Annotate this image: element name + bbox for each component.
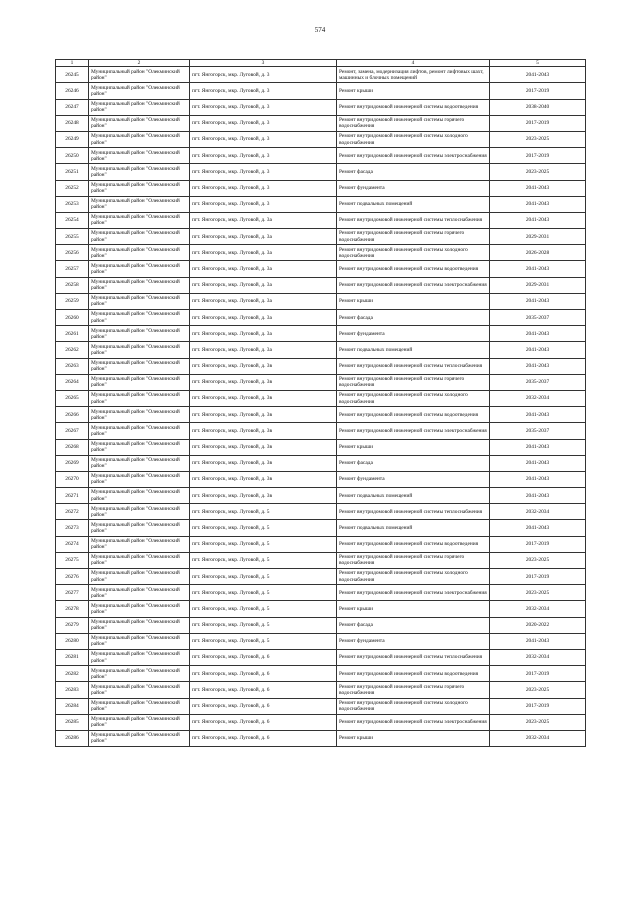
period-cell: 2041-2043 bbox=[490, 180, 586, 196]
record-number-cell: 26265 bbox=[56, 390, 89, 406]
address-cell: пгт. Янгогорск, мкр. Луговой, д. 5 bbox=[190, 504, 337, 520]
period-cell: 2041-2043 bbox=[490, 342, 586, 358]
record-number-cell: 26262 bbox=[56, 342, 89, 358]
period-cell: 2032-2034 bbox=[490, 730, 586, 746]
work-type-cell: Ремонт фасада bbox=[337, 310, 490, 326]
period-cell: 2017-2019 bbox=[490, 666, 586, 682]
record-number-cell: 26260 bbox=[56, 310, 89, 326]
period-cell: 2041-2043 bbox=[490, 488, 586, 504]
table-row bbox=[56, 698, 586, 714]
period-cell: 2035-2037 bbox=[490, 423, 586, 439]
table-row bbox=[56, 536, 586, 552]
address-cell: пгт. Янгогорск, мкр. Луговой, д. 3 bbox=[190, 164, 337, 180]
work-type-cell: Ремонт внутридомовой инженерной системы водоотведения bbox=[337, 99, 490, 115]
municipality-cell: Муниципальный район "Олекминский район" bbox=[89, 407, 190, 423]
work-type-cell: Ремонт внутридомовой инженерной системы горячего водоснабжения bbox=[337, 552, 490, 568]
work-type-cell: Ремонт подвальных помещений bbox=[337, 196, 490, 212]
municipality-cell: Муниципальный район "Олекминский район" bbox=[89, 520, 190, 536]
period-cell: 2023-2025 bbox=[490, 682, 586, 698]
municipality-cell: Муниципальный район "Олекминский район" bbox=[89, 714, 190, 730]
address-cell: пгт. Янгогорск, мкр. Луговой, д. 6 bbox=[190, 730, 337, 746]
table-row bbox=[56, 633, 586, 649]
work-type-cell: Ремонт фундамента bbox=[337, 180, 490, 196]
table-row bbox=[56, 585, 586, 601]
record-number-cell: 26276 bbox=[56, 569, 89, 585]
table-row bbox=[56, 390, 586, 406]
municipality-cell: Муниципальный район "Олекминский район" bbox=[89, 585, 190, 601]
municipality-cell: Муниципальный район "Олекминский район" bbox=[89, 277, 190, 293]
work-type-cell: Ремонт внутридомовой инженерной системы горячего водоснабжения bbox=[337, 115, 490, 131]
address-cell: пгт. Янгогорск, мкр. Луговой, д. 5 bbox=[190, 569, 337, 585]
table-row bbox=[56, 617, 586, 633]
record-number-cell: 26271 bbox=[56, 488, 89, 504]
period-cell: 2041-2043 bbox=[490, 455, 586, 471]
record-number-cell: 26281 bbox=[56, 649, 89, 665]
municipality-cell: Муниципальный район "Олекминский район" bbox=[89, 245, 190, 261]
table-row bbox=[56, 649, 586, 665]
table-row bbox=[56, 245, 586, 261]
municipality-cell: Муниципальный район "Олекминский район" bbox=[89, 455, 190, 471]
record-number-cell: 26252 bbox=[56, 180, 89, 196]
table-row bbox=[56, 148, 586, 164]
table-body bbox=[56, 67, 586, 747]
table-row bbox=[56, 601, 586, 617]
table-row bbox=[56, 455, 586, 471]
municipality-cell: Муниципальный район "Олекминский район" bbox=[89, 649, 190, 665]
record-number-cell: 26263 bbox=[56, 358, 89, 374]
municipality-cell: Муниципальный район "Олекминский район" bbox=[89, 293, 190, 309]
work-type-cell: Ремонт внутридомовой инженерной системы электроснабжения bbox=[337, 148, 490, 164]
work-type-cell: Ремонт фундамента bbox=[337, 326, 490, 342]
period-cell: 2041-2043 bbox=[490, 326, 586, 342]
period-cell: 2023-2025 bbox=[490, 585, 586, 601]
municipality-cell: Муниципальный район "Олекминский район" bbox=[89, 569, 190, 585]
table-row bbox=[56, 714, 586, 730]
table-row bbox=[56, 569, 586, 585]
address-cell: пгт. Янгогорск, мкр. Луговой, д. 3а bbox=[190, 310, 337, 326]
work-type-cell: Ремонт внутридомовой инженерной системы горячего водоснабжения bbox=[337, 374, 490, 390]
address-cell: пгт. Янгогорск, мкр. Луговой, д. 6 bbox=[190, 698, 337, 714]
table-row bbox=[56, 277, 586, 293]
address-cell: пгт. Янгогорск, мкр. Луговой, д. 5 bbox=[190, 520, 337, 536]
address-cell: пгт. Янгогорск, мкр. Луговой, д. 3 bbox=[190, 131, 337, 147]
record-number-cell: 26249 bbox=[56, 131, 89, 147]
column-header: 4 bbox=[337, 60, 490, 67]
record-number-cell: 26250 bbox=[56, 148, 89, 164]
table-row bbox=[56, 504, 586, 520]
record-number-cell: 26268 bbox=[56, 439, 89, 455]
record-number-cell: 26274 bbox=[56, 536, 89, 552]
period-cell: 2041-2043 bbox=[490, 293, 586, 309]
municipality-cell: Муниципальный район "Олекминский район" bbox=[89, 666, 190, 682]
record-number-cell: 26269 bbox=[56, 455, 89, 471]
record-number-cell: 26283 bbox=[56, 682, 89, 698]
column-number-row bbox=[56, 60, 586, 67]
period-cell: 2023-2025 bbox=[490, 131, 586, 147]
work-type-cell: Ремонт фундамента bbox=[337, 633, 490, 649]
work-type-cell: Ремонт фасада bbox=[337, 164, 490, 180]
work-type-cell: Ремонт внутридомовой инженерной системы электроснабжения bbox=[337, 585, 490, 601]
address-cell: пгт. Янгогорск, мкр. Луговой, д. 3а bbox=[190, 212, 337, 228]
record-number-cell: 26280 bbox=[56, 633, 89, 649]
municipality-cell: Муниципальный район "Олекминский район" bbox=[89, 342, 190, 358]
municipality-cell: Муниципальный район "Олекминский район" bbox=[89, 423, 190, 439]
table-row bbox=[56, 439, 586, 455]
table-row bbox=[56, 730, 586, 746]
period-cell: 2041-2043 bbox=[490, 67, 586, 83]
address-cell: пгт. Янгогорск, мкр. Луговой, д. 6 bbox=[190, 666, 337, 682]
municipality-cell: Муниципальный район "Олекминский район" bbox=[89, 682, 190, 698]
address-cell: пгт. Янгогорск, мкр. Луговой, д. 5 bbox=[190, 536, 337, 552]
address-cell: пгт. Янгогорск, мкр. Луговой, д. 3а bbox=[190, 342, 337, 358]
address-cell: пгт. Янгогорск, мкр. Луговой, д. 6 bbox=[190, 649, 337, 665]
work-type-cell: Ремонт внутридомовой инженерной системы холодного водоснабжения bbox=[337, 245, 490, 261]
period-cell: 2029-2031 bbox=[490, 229, 586, 245]
record-number-cell: 26261 bbox=[56, 326, 89, 342]
period-cell: 2041-2043 bbox=[490, 439, 586, 455]
municipality-cell: Муниципальный район "Олекминский район" bbox=[89, 633, 190, 649]
column-header: 5 bbox=[490, 60, 586, 67]
page-number: 574 bbox=[314, 26, 326, 34]
address-cell: пгт. Янгогорск, мкр. Луговой, д. 3в bbox=[190, 374, 337, 390]
work-type-cell: Ремонт подвальных помещений bbox=[337, 520, 490, 536]
municipality-cell: Муниципальный район "Олекминский район" bbox=[89, 83, 190, 99]
table-row bbox=[56, 115, 586, 131]
record-number-cell: 26256 bbox=[56, 245, 89, 261]
work-type-cell: Ремонт крыши bbox=[337, 730, 490, 746]
address-cell: пгт. Янгогорск, мкр. Луговой, д. 3в bbox=[190, 455, 337, 471]
address-cell: пгт. Янгогорск, мкр. Луговой, д. 3в bbox=[190, 471, 337, 487]
record-number-cell: 26286 bbox=[56, 730, 89, 746]
municipality-cell: Муниципальный район "Олекминский район" bbox=[89, 180, 190, 196]
record-number-cell: 26251 bbox=[56, 164, 89, 180]
municipality-cell: Муниципальный район "Олекминский район" bbox=[89, 229, 190, 245]
record-number-cell: 26257 bbox=[56, 261, 89, 277]
work-type-cell: Ремонт внутридомовой инженерной системы водоотведения bbox=[337, 536, 490, 552]
municipality-cell: Муниципальный район "Олекминский район" bbox=[89, 471, 190, 487]
period-cell: 2023-2025 bbox=[490, 714, 586, 730]
municipality-cell: Муниципальный район "Олекминский район" bbox=[89, 310, 190, 326]
repair-schedule-table bbox=[55, 59, 586, 747]
work-type-cell: Ремонт внутридомовой инженерной системы холодного водоснабжения bbox=[337, 131, 490, 147]
table-row bbox=[56, 407, 586, 423]
table-row bbox=[56, 196, 586, 212]
period-cell: 2020-2022 bbox=[490, 617, 586, 633]
record-number-cell: 26253 bbox=[56, 196, 89, 212]
column-header: 1 bbox=[56, 60, 89, 67]
record-number-cell: 26282 bbox=[56, 666, 89, 682]
address-cell: пгт. Янгогорск, мкр. Луговой, д. 3 bbox=[190, 115, 337, 131]
work-type-cell: Ремонт подвальных помещений bbox=[337, 488, 490, 504]
record-number-cell: 26259 bbox=[56, 293, 89, 309]
work-type-cell: Ремонт внутридомовой инженерной системы теплоснабжения bbox=[337, 649, 490, 665]
period-cell: 2041-2043 bbox=[490, 261, 586, 277]
period-cell: 2041-2043 bbox=[490, 212, 586, 228]
period-cell: 2032-2034 bbox=[490, 649, 586, 665]
work-type-cell: Ремонт внутридомовой инженерной системы водоотведения bbox=[337, 261, 490, 277]
municipality-cell: Муниципальный район "Олекминский район" bbox=[89, 115, 190, 131]
table-row bbox=[56, 164, 586, 180]
work-type-cell: Ремонт внутридомовой инженерной системы горячего водоснабжения bbox=[337, 229, 490, 245]
record-number-cell: 26264 bbox=[56, 374, 89, 390]
table-row bbox=[56, 552, 586, 568]
address-cell: пгт. Янгогорск, мкр. Луговой, д. 5 bbox=[190, 552, 337, 568]
municipality-cell: Муниципальный район "Олекминский район" bbox=[89, 552, 190, 568]
municipality-cell: Муниципальный район "Олекминский район" bbox=[89, 374, 190, 390]
municipality-cell: Муниципальный район "Олекминский район" bbox=[89, 261, 190, 277]
municipality-cell: Муниципальный район "Олекминский район" bbox=[89, 148, 190, 164]
table-row bbox=[56, 342, 586, 358]
table-row bbox=[56, 67, 586, 83]
address-cell: пгт. Янгогорск, мкр. Луговой, д. 3а bbox=[190, 229, 337, 245]
municipality-cell: Муниципальный район "Олекминский район" bbox=[89, 358, 190, 374]
record-number-cell: 26275 bbox=[56, 552, 89, 568]
table-row bbox=[56, 293, 586, 309]
address-cell: пгт. Янгогорск, мкр. Луговой, д. 3 bbox=[190, 196, 337, 212]
address-cell: пгт. Янгогорск, мкр. Луговой, д. 5 bbox=[190, 585, 337, 601]
record-number-cell: 26270 bbox=[56, 471, 89, 487]
record-number-cell: 26246 bbox=[56, 83, 89, 99]
address-cell: пгт. Янгогорск, мкр. Луговой, д. 3в bbox=[190, 407, 337, 423]
period-cell: 2017-2019 bbox=[490, 536, 586, 552]
municipality-cell: Муниципальный район "Олекминский район" bbox=[89, 212, 190, 228]
municipality-cell: Муниципальный район "Олекминский район" bbox=[89, 390, 190, 406]
work-type-cell: Ремонт внутридомовой инженерной системы электроснабжения bbox=[337, 277, 490, 293]
period-cell: 2017-2019 bbox=[490, 115, 586, 131]
work-type-cell: Ремонт крыши bbox=[337, 83, 490, 99]
address-cell: пгт. Янгогорск, мкр. Луговой, д. 5 bbox=[190, 633, 337, 649]
period-cell: 2032-2034 bbox=[490, 601, 586, 617]
municipality-cell: Муниципальный район "Олекминский район" bbox=[89, 536, 190, 552]
period-cell: 2041-2043 bbox=[490, 358, 586, 374]
record-number-cell: 26279 bbox=[56, 617, 89, 633]
table-row bbox=[56, 374, 586, 390]
work-type-cell: Ремонт подвальных помещений bbox=[337, 342, 490, 358]
period-cell: 2026-2028 bbox=[490, 245, 586, 261]
period-cell: 2041-2043 bbox=[490, 471, 586, 487]
period-cell: 2035-2037 bbox=[490, 374, 586, 390]
municipality-cell: Муниципальный район "Олекминский район" bbox=[89, 67, 190, 83]
municipality-cell: Муниципальный район "Олекминский район" bbox=[89, 488, 190, 504]
municipality-cell: Муниципальный район "Олекминский район" bbox=[89, 164, 190, 180]
table-row bbox=[56, 99, 586, 115]
table-row bbox=[56, 180, 586, 196]
period-cell: 2035-2037 bbox=[490, 310, 586, 326]
municipality-cell: Муниципальный район "Олекминский район" bbox=[89, 617, 190, 633]
period-cell: 2041-2043 bbox=[490, 407, 586, 423]
record-number-cell: 26255 bbox=[56, 229, 89, 245]
address-cell: пгт. Янгогорск, мкр. Луговой, д. 3в bbox=[190, 390, 337, 406]
period-cell: 2032-2034 bbox=[490, 504, 586, 520]
work-type-cell: Ремонт крыши bbox=[337, 601, 490, 617]
address-cell: пгт. Янгогорск, мкр. Луговой, д. 3 bbox=[190, 99, 337, 115]
address-cell: пгт. Янгогорск, мкр. Луговой, д. 3а bbox=[190, 245, 337, 261]
work-type-cell: Ремонт, замена, модернизация лифтов, ремонт лифтовых шахт, машинных и блочных помещений bbox=[337, 67, 490, 83]
address-cell: пгт. Янгогорск, мкр. Луговой, д. 5 bbox=[190, 601, 337, 617]
table-row bbox=[56, 261, 586, 277]
period-cell: 2038-2040 bbox=[490, 99, 586, 115]
address-cell: пгт. Янгогорск, мкр. Луговой, д. 3в bbox=[190, 488, 337, 504]
work-type-cell: Ремонт внутридомовой инженерной системы электроснабжения bbox=[337, 423, 490, 439]
address-cell: пгт. Янгогорск, мкр. Луговой, д. 3в bbox=[190, 439, 337, 455]
table-row bbox=[56, 423, 586, 439]
work-type-cell: Ремонт фундамента bbox=[337, 471, 490, 487]
work-type-cell: Ремонт внутридомовой инженерной системы водоотведения bbox=[337, 407, 490, 423]
municipality-cell: Муниципальный район "Олекминский район" bbox=[89, 730, 190, 746]
work-type-cell: Ремонт внутридомовой инженерной системы теплоснабжения bbox=[337, 358, 490, 374]
work-type-cell: Ремонт внутридомовой инженерной системы теплоснабжения bbox=[337, 212, 490, 228]
municipality-cell: Муниципальный район "Олекминский район" bbox=[89, 439, 190, 455]
table-row bbox=[56, 471, 586, 487]
period-cell: 2017-2019 bbox=[490, 148, 586, 164]
address-cell: пгт. Янгогорск, мкр. Луговой, д. 5 bbox=[190, 617, 337, 633]
work-type-cell: Ремонт внутридомовой инженерной системы горячего водоснабжения bbox=[337, 682, 490, 698]
work-type-cell: Ремонт внутридомовой инженерной системы водоотведения bbox=[337, 666, 490, 682]
record-number-cell: 26267 bbox=[56, 423, 89, 439]
work-type-cell: Ремонт внутридомовой инженерной системы электроснабжения bbox=[337, 714, 490, 730]
municipality-cell: Муниципальный район "Олекминский район" bbox=[89, 99, 190, 115]
table-row bbox=[56, 488, 586, 504]
record-number-cell: 26273 bbox=[56, 520, 89, 536]
period-cell: 2017-2019 bbox=[490, 569, 586, 585]
record-number-cell: 26278 bbox=[56, 601, 89, 617]
address-cell: пгт. Янгогорск, мкр. Луговой, д. 3в bbox=[190, 423, 337, 439]
address-cell: пгт. Янгогорск, мкр. Луговой, д. 3 bbox=[190, 67, 337, 83]
table-row bbox=[56, 229, 586, 245]
record-number-cell: 26285 bbox=[56, 714, 89, 730]
address-cell: пгт. Янгогорск, мкр. Луговой, д. 3в bbox=[190, 358, 337, 374]
record-number-cell: 26248 bbox=[56, 115, 89, 131]
period-cell: 2041-2043 bbox=[490, 520, 586, 536]
municipality-cell: Муниципальный район "Олекминский район" bbox=[89, 698, 190, 714]
record-number-cell: 26284 bbox=[56, 698, 89, 714]
period-cell: 2029-2031 bbox=[490, 277, 586, 293]
table-row bbox=[56, 83, 586, 99]
record-number-cell: 26266 bbox=[56, 407, 89, 423]
record-number-cell: 26247 bbox=[56, 99, 89, 115]
table-row bbox=[56, 520, 586, 536]
record-number-cell: 26254 bbox=[56, 212, 89, 228]
period-cell: 2017-2019 bbox=[490, 698, 586, 714]
municipality-cell: Муниципальный район "Олекминский район" bbox=[89, 326, 190, 342]
column-header: 3 bbox=[190, 60, 337, 67]
address-cell: пгт. Янгогорск, мкр. Луговой, д. 3 bbox=[190, 83, 337, 99]
table-row bbox=[56, 326, 586, 342]
work-type-cell: Ремонт крыши bbox=[337, 293, 490, 309]
period-cell: 2023-2025 bbox=[490, 164, 586, 180]
work-type-cell: Ремонт внутридомовой инженерной системы холодного водоснабжения bbox=[337, 569, 490, 585]
work-type-cell: Ремонт фасада bbox=[337, 617, 490, 633]
table-row bbox=[56, 358, 586, 374]
record-number-cell: 26245 bbox=[56, 67, 89, 83]
work-type-cell: Ремонт крыши bbox=[337, 439, 490, 455]
address-cell: пгт. Янгогорск, мкр. Луговой, д. 6 bbox=[190, 682, 337, 698]
address-cell: пгт. Янгогорск, мкр. Луговой, д. 3 bbox=[190, 180, 337, 196]
record-number-cell: 26277 bbox=[56, 585, 89, 601]
work-type-cell: Ремонт внутридомовой инженерной системы теплоснабжения bbox=[337, 504, 490, 520]
address-cell: пгт. Янгогорск, мкр. Луговой, д. 3а bbox=[190, 277, 337, 293]
municipality-cell: Муниципальный район "Олекминский район" bbox=[89, 131, 190, 147]
table-row bbox=[56, 666, 586, 682]
record-number-cell: 26258 bbox=[56, 277, 89, 293]
table-row bbox=[56, 131, 586, 147]
address-cell: пгт. Янгогорск, мкр. Луговой, д. 6 bbox=[190, 714, 337, 730]
municipality-cell: Муниципальный район "Олекминский район" bbox=[89, 601, 190, 617]
work-type-cell: Ремонт фасада bbox=[337, 455, 490, 471]
work-type-cell: Ремонт внутридомовой инженерной системы холодного водоснабжения bbox=[337, 698, 490, 714]
work-type-cell: Ремонт внутридомовой инженерной системы холодного водоснабжения bbox=[337, 390, 490, 406]
municipality-cell: Муниципальный район "Олекминский район" bbox=[89, 196, 190, 212]
table-row bbox=[56, 310, 586, 326]
address-cell: пгт. Янгогорск, мкр. Луговой, д. 3 bbox=[190, 148, 337, 164]
address-cell: пгт. Янгогорск, мкр. Луговой, д. 3а bbox=[190, 261, 337, 277]
table-row bbox=[56, 212, 586, 228]
column-header: 2 bbox=[89, 60, 190, 67]
table-row bbox=[56, 682, 586, 698]
municipality-cell: Муниципальный район "Олекминский район" bbox=[89, 504, 190, 520]
period-cell: 2017-2019 bbox=[490, 83, 586, 99]
period-cell: 2023-2025 bbox=[490, 552, 586, 568]
period-cell: 2041-2043 bbox=[490, 633, 586, 649]
address-cell: пгт. Янгогорск, мкр. Луговой, д. 3а bbox=[190, 293, 337, 309]
record-number-cell: 26272 bbox=[56, 504, 89, 520]
period-cell: 2032-2034 bbox=[490, 390, 586, 406]
address-cell: пгт. Янгогорск, мкр. Луговой, д. 3а bbox=[190, 326, 337, 342]
period-cell: 2041-2043 bbox=[490, 196, 586, 212]
